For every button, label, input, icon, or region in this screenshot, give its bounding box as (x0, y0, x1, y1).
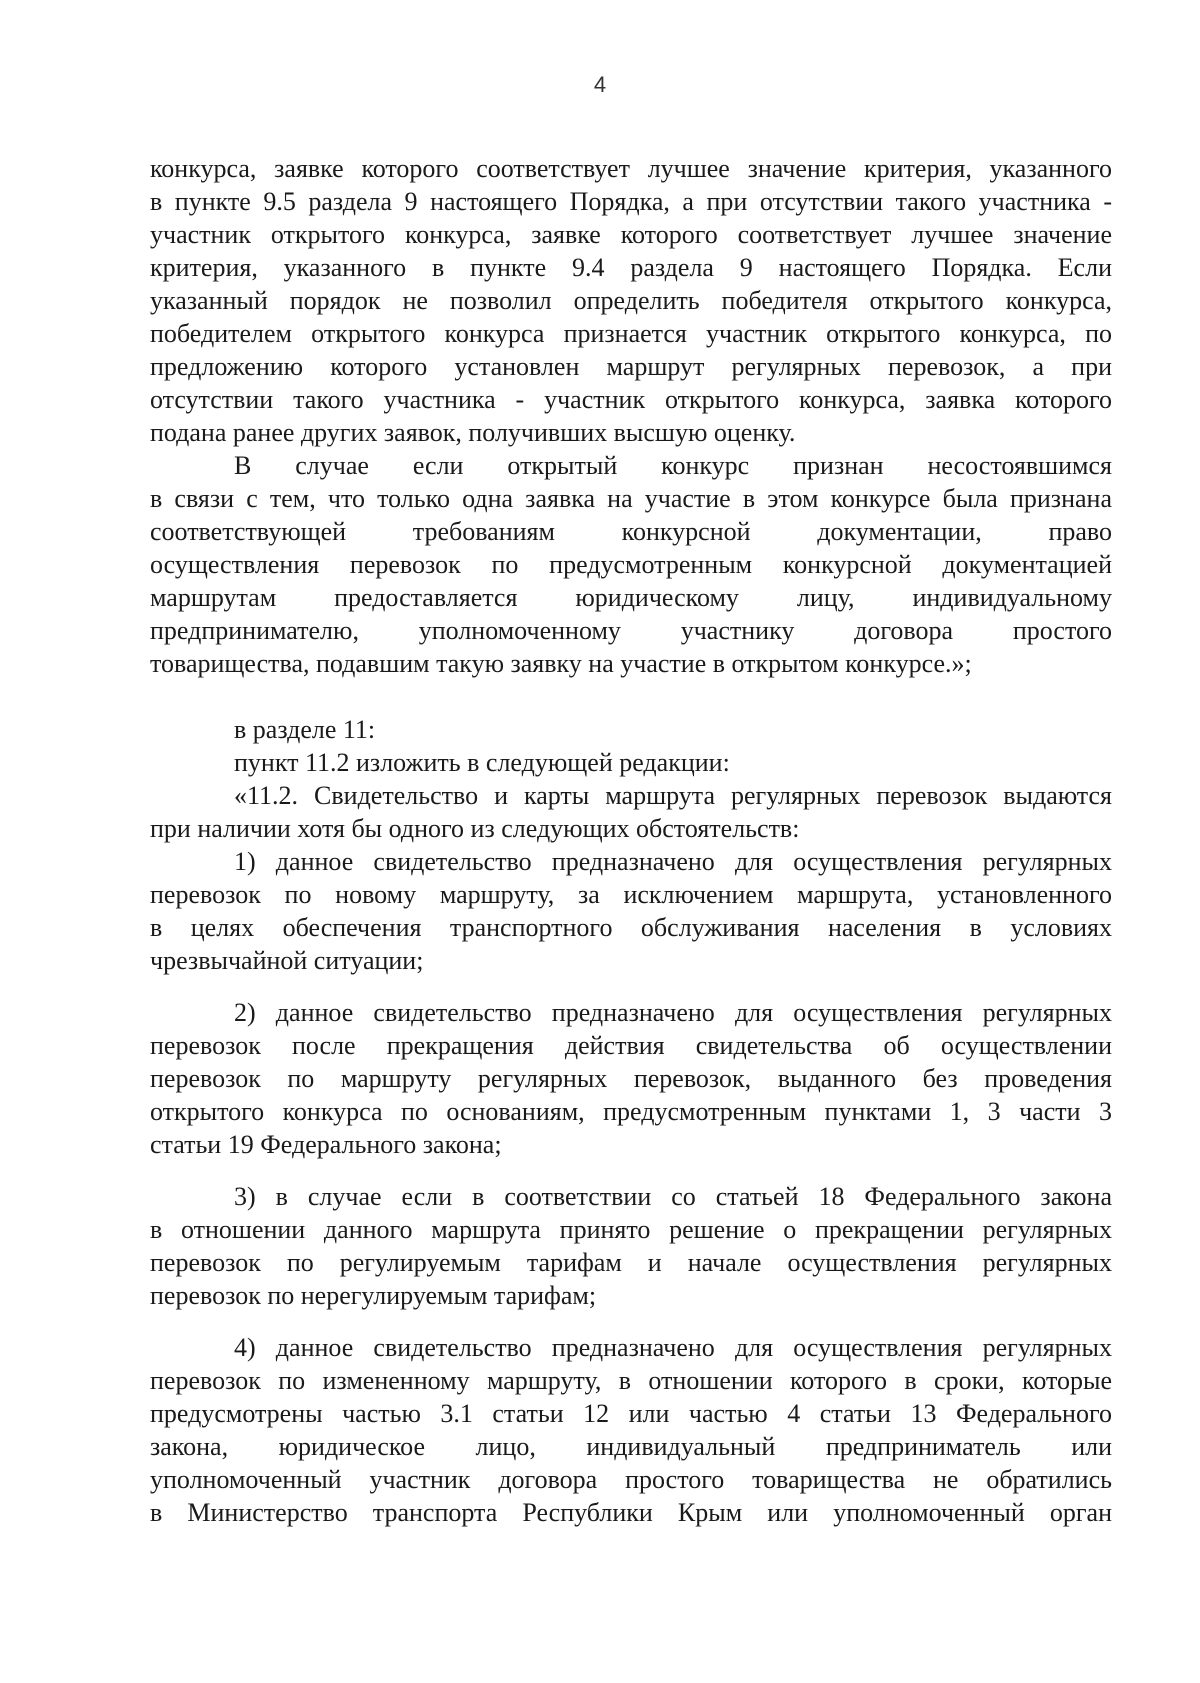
text-line: 3) в случае если в соответствии со статьей 18 Федерального закона (234, 1182, 1112, 1211)
text-line: В случае если открытый конкурс признан несостоявшимся (234, 451, 1112, 480)
document-body (150, 152, 1112, 1529)
paragraph-1 (150, 152, 1112, 449)
text-line: предусмотрены частью 3.1 статьи 12 или частью 4 статьи 13 Федерального (150, 1399, 1112, 1428)
text-line: уполномоченный участник договора простого товарищества не обратились (150, 1465, 1112, 1494)
paragraph-4 (150, 746, 1112, 779)
text-line: «11.2. Свидетельство и карты маршрута регулярных перевозок выдаются (234, 781, 1112, 810)
text-line: в Министерство транспорта Республики Крым или уполномоченный орган (150, 1498, 1112, 1527)
text-line: перевозок по новому маршруту, за исключением маршрута, установленного (150, 880, 1112, 909)
text-line: перевозок по нерегулируемым тарифам; (150, 1281, 597, 1310)
text-line: статьи 19 Федерального закона; (150, 1130, 502, 1159)
text-line: при наличии хотя бы одного из следующих обстоятельств: (150, 814, 800, 843)
paragraph-2 (150, 449, 1112, 680)
page-number: 4 (593, 72, 607, 97)
text-line: осуществления перевозок по предусмотренным конкурсной документацией (150, 550, 1112, 579)
text-line: в пункте 9.5 раздела 9 настоящего Порядка, а при отсутствии такого участника - (150, 187, 1112, 216)
paragraph-5 (150, 779, 1112, 845)
text-line: маршрутам предоставляется юридическому лицу, индивидуальному (150, 583, 1112, 612)
text-line: в разделе 11: (234, 715, 376, 744)
text-line: товарищества, подавшим такую заявку на участие в открытом конкурсе.»; (150, 649, 972, 678)
text-line: критерия, указанного в пункте 9.4 раздела 9 настоящего Порядка. Если (150, 253, 1112, 282)
text-line: перевозок после прекращения действия свидетельства об осуществлении (150, 1031, 1112, 1060)
text-line: подана ранее других заявок, получивших высшую оценку. (150, 418, 796, 447)
text-line: конкурса, заявке которого соответствует лучшее значение критерия, указанного (150, 154, 1112, 183)
list-item-4 (150, 1331, 1112, 1529)
text-line: перевозок по измененному маршруту, в отношении которого в сроки, которые (150, 1366, 1112, 1395)
text-line: перевозок по маршруту регулярных перевозок, выданного без проведения (150, 1064, 1112, 1093)
text-line: в связи с тем, что только одна заявка на участие в этом конкурсе была признана (150, 484, 1112, 513)
list-item-3 (150, 1180, 1112, 1312)
text-line: указанный порядок не позволил определить победителя открытого конкурса, (150, 286, 1112, 315)
text-line: в целях обеспечения транспортного обслуживания населения в условиях (150, 913, 1112, 942)
list-item-1 (150, 845, 1112, 977)
text-line: 1) данное свидетельство предназначено для осуществления регулярных (234, 847, 1112, 876)
text-line: открытого конкурса по основаниям, предусмотренным пунктами 1, 3 части 3 (150, 1097, 1112, 1126)
text-line: участник открытого конкурса, заявке которого соответствует лучшее значение (150, 220, 1112, 249)
text-line: в отношении данного маршрута принято решение о прекращении регулярных (150, 1215, 1112, 1244)
text-line: закона, юридическое лицо, индивидуальный предприниматель или (150, 1432, 1112, 1461)
list-item-2 (150, 996, 1112, 1161)
text-line: соответствующей требованиям конкурсной документации, право (150, 517, 1112, 546)
text-line: предложению которого установлен маршрут регулярных перевозок, а при (150, 352, 1112, 381)
text-line: предпринимателю, уполномоченному участнику договора простого (150, 616, 1112, 645)
text-line: чрезвычайной ситуации; (150, 946, 424, 975)
text-line: отсутствии такого участника - участник открытого конкурса, заявка которого (150, 385, 1112, 414)
text-line: перевозок по регулируемым тарифам и начале осуществления регулярных (150, 1248, 1112, 1277)
text-line: 2) данное свидетельство предназначено для осуществления регулярных (234, 998, 1112, 1027)
text-line: пункт 11.2 изложить в следующей редакции: (234, 748, 730, 777)
text-line: победителем открытого конкурса признается участник открытого конкурса, по (150, 319, 1112, 348)
paragraph-3 (150, 713, 1112, 746)
text-line: 4) данное свидетельство предназначено для осуществления регулярных (234, 1333, 1112, 1362)
